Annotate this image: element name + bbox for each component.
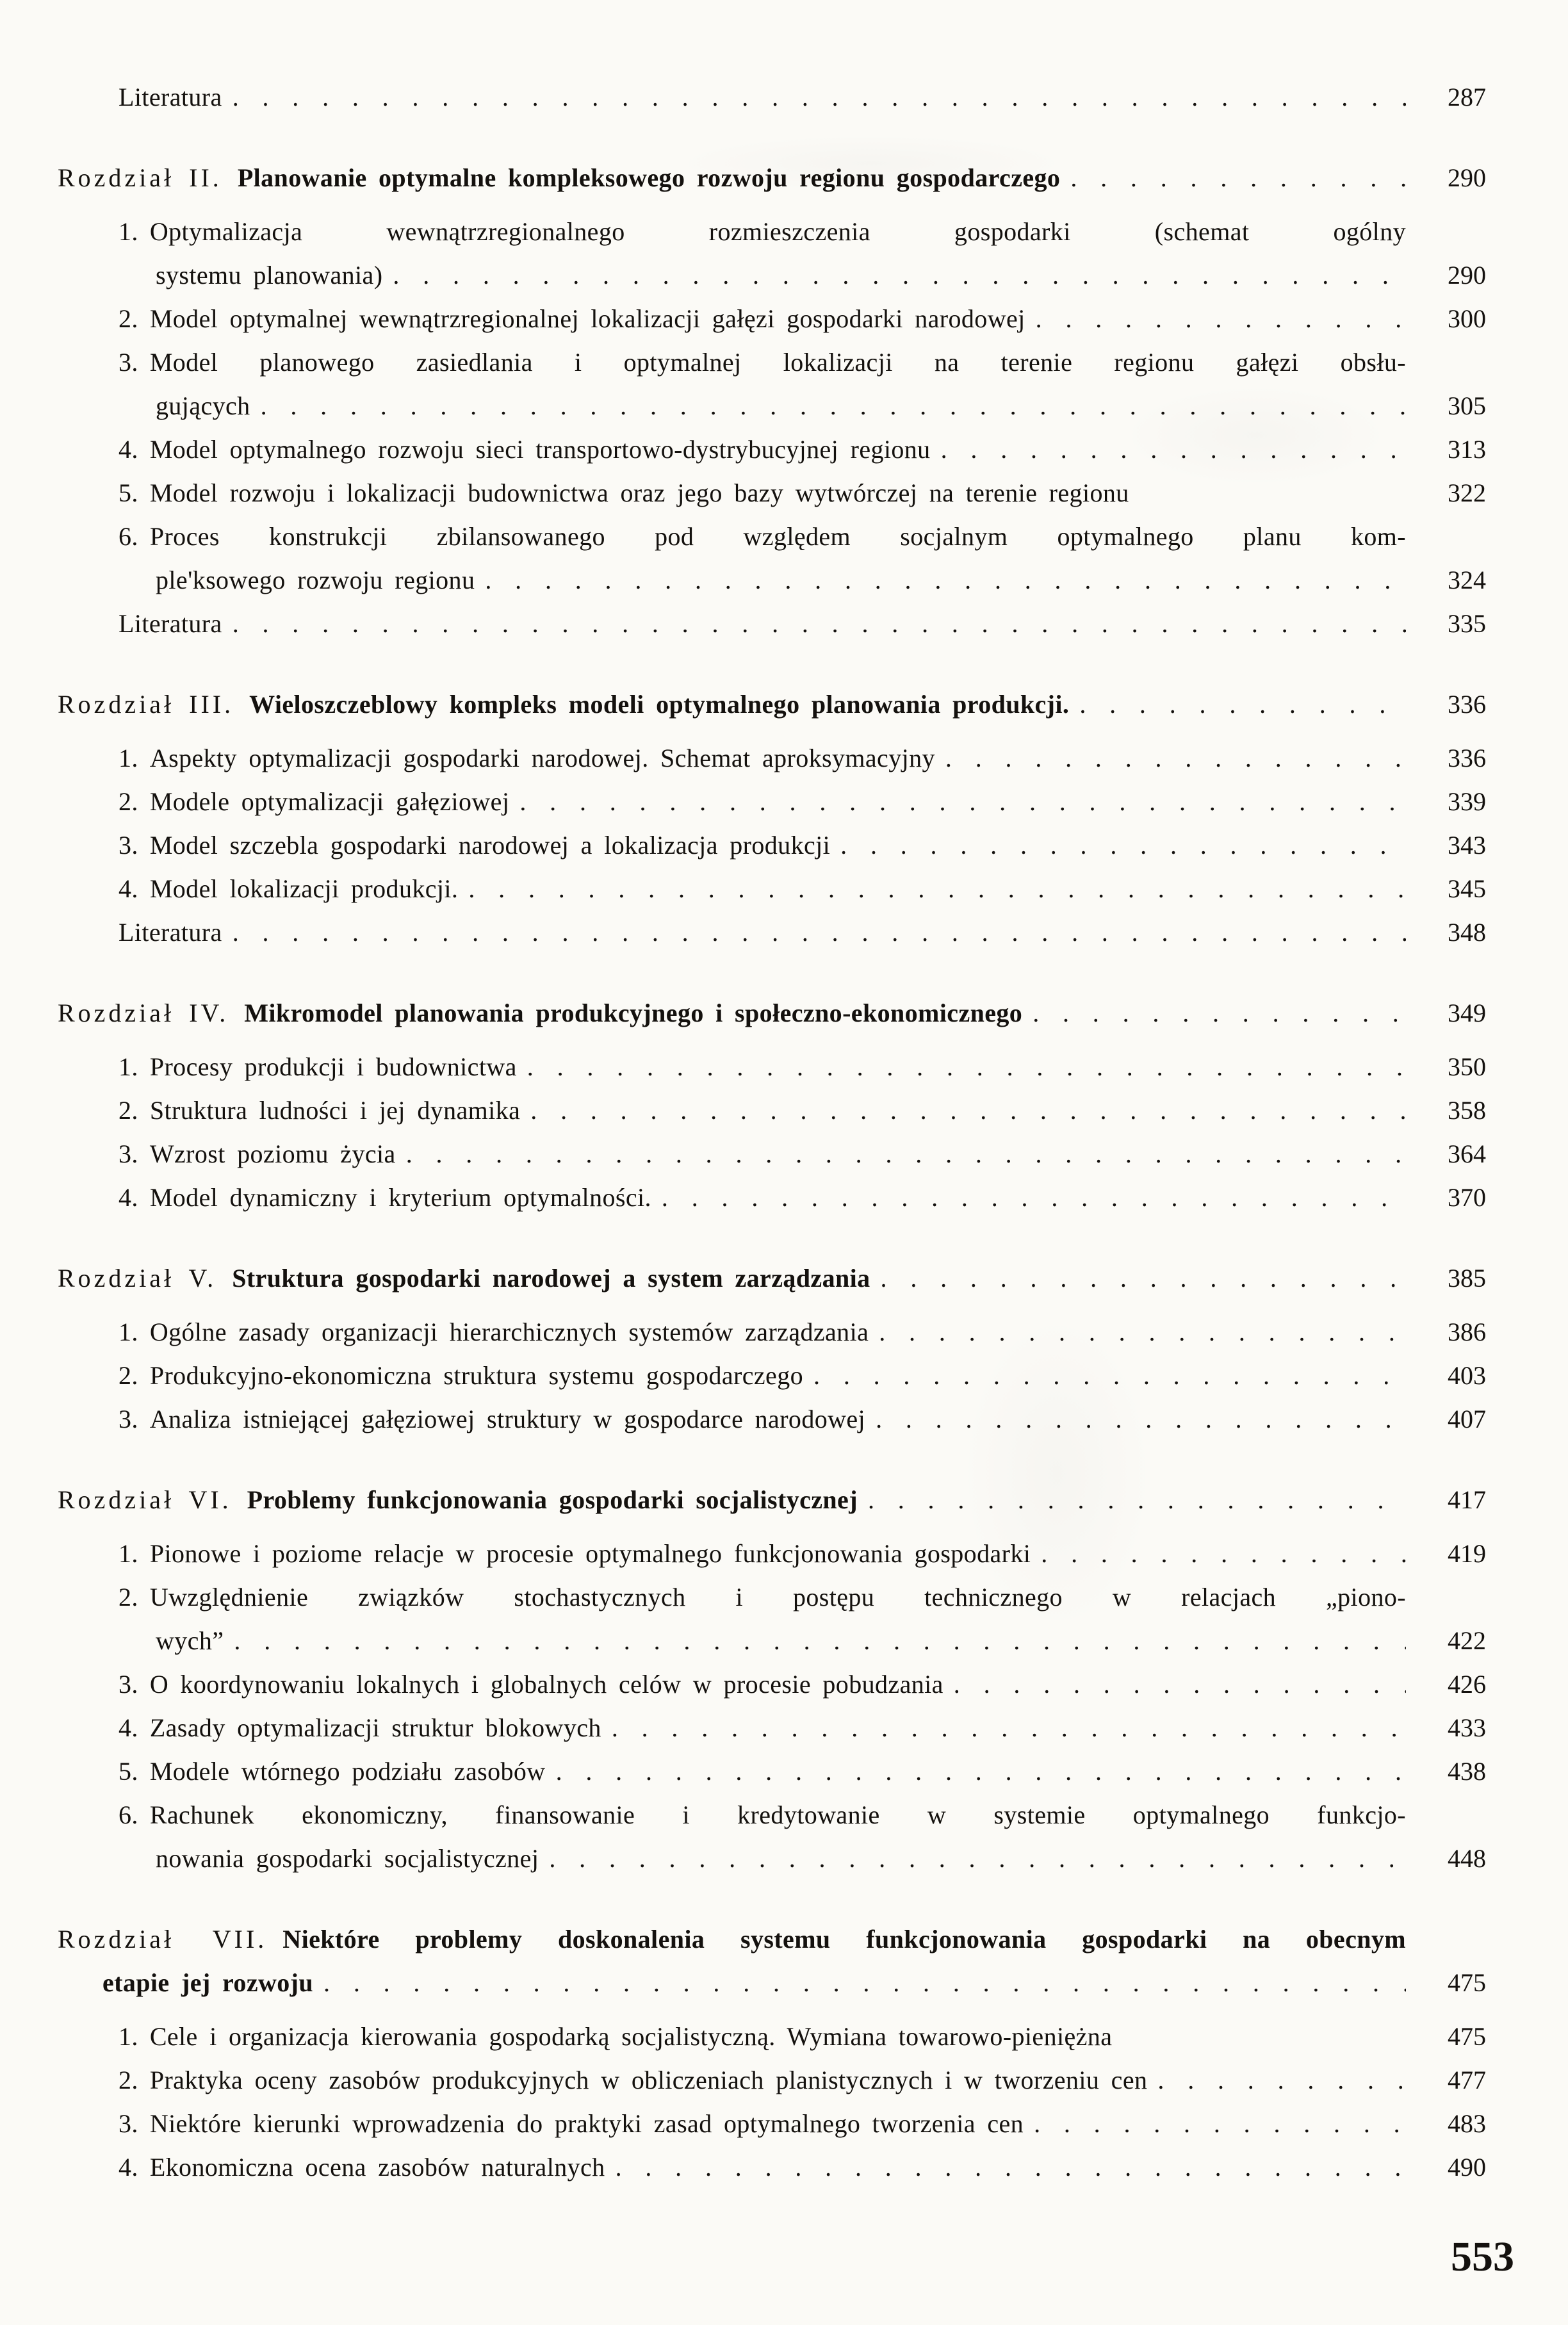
toc-item-row	[58, 1576, 1486, 1663]
page-number: 370	[1448, 1183, 1486, 1212]
page-number: 348	[1448, 918, 1486, 947]
toc-item-row	[58, 737, 1486, 780]
dot-leader	[605, 2146, 1406, 2189]
entry-line-last	[118, 1045, 1406, 1089]
entry-text	[118, 1793, 1406, 1880]
item-number: 2.	[118, 304, 138, 333]
page-number: 345	[1448, 874, 1486, 903]
entry-title-text: Modele wtórnego podziału zasobów	[149, 1757, 546, 1786]
chapter-heading-row	[58, 991, 1486, 1035]
toc-chapter	[58, 991, 1486, 1220]
entry-line-last	[118, 1750, 1406, 1793]
toc-item-row	[58, 867, 1486, 911]
entry-line-last	[118, 297, 1406, 341]
dot-leader	[1025, 297, 1406, 341]
literatura-row	[58, 911, 1486, 954]
entry-title-text: Planowanie optymalne kompleksowego rozwoju regionu gospodarczego	[237, 163, 1061, 192]
entry-text	[58, 991, 1406, 1035]
entry-text	[58, 1918, 1406, 2005]
dot-leader	[1022, 991, 1406, 1035]
toc-item-row	[58, 1132, 1486, 1176]
toc-chapter	[58, 1918, 1486, 2189]
entry-title-text: Model lokalizacji produkcji.	[149, 874, 459, 903]
item-number: 1.	[118, 1318, 138, 1346]
entry-text	[118, 341, 1406, 428]
page-number: 336	[1448, 690, 1486, 719]
item-number: 4.	[118, 2153, 138, 2182]
item-number: 6.	[118, 1800, 138, 1829]
entry-title-text: Pionowe i poziome relacje w procesie optymalnego funkcjonowania gospodarki	[149, 1539, 1031, 1568]
toc-item-row	[58, 341, 1486, 428]
entry-title-text: Uwzględnienie związków stochastycznych i postępu technicznego w relacjach „piono-	[149, 1583, 1406, 1611]
entry-line	[118, 515, 1406, 559]
chapter-number-label: Rozdział II.	[58, 163, 222, 192]
dot-leader	[475, 559, 1406, 602]
page-number: 313	[1448, 435, 1486, 464]
entry-line-last	[118, 384, 1406, 428]
page-number: 339	[1448, 787, 1486, 816]
toc-preamble	[58, 76, 1486, 119]
entry-line-last	[118, 867, 1406, 911]
entry-line-last	[118, 1089, 1406, 1132]
entry-line-last	[118, 76, 1406, 119]
entry-text	[118, 1750, 1406, 1793]
page-number: 417	[1448, 1485, 1486, 1514]
entry-title-text: Produkcyjno-ekonomiczna struktura systemu gospodarczego	[149, 1361, 804, 1390]
entry-text	[58, 1478, 1406, 1522]
entry-line-last	[118, 471, 1406, 515]
entry-title-text: Proces konstrukcji zbilansowanego pod względem socjalnym optymalnego planu kom-	[149, 522, 1406, 551]
entry-title-text: Struktura gospodarki narodowej a system zarządzania	[232, 1264, 870, 1293]
entry-title-text: Ekonomiczna ocena zasobów naturalnych	[149, 2153, 605, 2182]
toc-item-row	[58, 1793, 1486, 1880]
item-number: 2.	[118, 1583, 138, 1611]
dot-leader	[803, 1354, 1406, 1398]
entry-line	[118, 341, 1406, 384]
dot-leader	[222, 602, 1406, 646]
dot-leader	[382, 254, 1406, 297]
toc-item-row	[58, 210, 1486, 297]
toc-item-row	[58, 2059, 1486, 2102]
entry-title-text: Zasady optymalizacji struktur blokowych	[149, 1713, 601, 1742]
entry-line-last	[118, 428, 1406, 471]
toc-item-row	[58, 1663, 1486, 1706]
page-number: 477	[1448, 2066, 1486, 2094]
entry-title-text: Niektóre kierunki wprowadzenia do praktyki zasad optymalnego tworzenia cen	[149, 2109, 1024, 2138]
entry-text	[118, 1310, 1406, 1354]
entry-text	[118, 1663, 1406, 1706]
dot-leader	[520, 1089, 1406, 1132]
toc-item-row	[58, 1045, 1486, 1089]
item-number: 3.	[118, 348, 138, 377]
toc-item-row	[58, 824, 1486, 867]
entry-line-last	[58, 156, 1406, 200]
entry-line-last	[118, 2059, 1406, 2102]
page-number: 448	[1448, 1844, 1486, 1873]
entry-title-text: Literatura	[118, 83, 222, 111]
entry-text	[118, 1354, 1406, 1398]
entry-text	[118, 602, 1406, 646]
dot-leader	[546, 1750, 1406, 1793]
toc-item-row	[58, 1310, 1486, 1354]
entry-line-last	[118, 1706, 1406, 1750]
toc-item-row	[58, 1089, 1486, 1132]
item-number: 1.	[118, 1052, 138, 1081]
entry-text	[118, 780, 1406, 824]
dot-leader	[509, 780, 1406, 824]
page-number: 322	[1448, 478, 1486, 507]
entry-text	[118, 1089, 1406, 1132]
entry-line-last	[118, 2146, 1406, 2189]
page-number: 433	[1448, 1713, 1486, 1742]
page-number: 287	[1448, 83, 1486, 111]
entry-text	[118, 428, 1406, 471]
entry-title-text: systemu planowania)	[156, 261, 383, 290]
entry-title-text: Praktyka oceny zasobów produkcyjnych w obliczeniach planistycznych i w tworzeniu cen	[149, 2066, 1148, 2094]
dot-leader	[224, 1619, 1406, 1663]
chapter-number-label: Rozdział V.	[58, 1264, 217, 1293]
entry-title-text: Niektóre problemy doskonalenia systemu funkcjonowania gospodarki na obecnym	[282, 1925, 1406, 1954]
item-number: 5.	[118, 478, 138, 507]
page-number: 475	[1448, 1968, 1486, 1997]
dot-leader	[830, 824, 1406, 867]
entry-text	[118, 210, 1406, 297]
entry-text	[58, 1257, 1406, 1300]
entry-line	[118, 210, 1406, 254]
dot-leader	[931, 428, 1406, 471]
page-number: 349	[1448, 999, 1486, 1027]
entry-title-text: nowania gospodarki socjalistycznej	[156, 1844, 539, 1873]
page-number: 403	[1448, 1361, 1486, 1390]
entry-line-last	[58, 1961, 1406, 2005]
entry-title-text: Model optymalnej wewnątrzregionalnej lokalizacji gałęzi gospodarki narodowej	[149, 304, 1025, 333]
item-number: 1.	[118, 1539, 138, 1568]
dot-leader	[222, 76, 1406, 119]
entry-line-last	[118, 602, 1406, 646]
entry-line-last	[118, 911, 1406, 954]
entry-line-last	[118, 1663, 1406, 1706]
dot-leader	[396, 1132, 1406, 1176]
item-number: 4.	[118, 435, 138, 464]
chapter-number-label: Rozdział VI.	[58, 1485, 232, 1514]
entry-title-text: Wieloszczeblowy kompleks modeli optymalnego planowania produkcji.	[249, 690, 1070, 719]
entry-text	[118, 1176, 1406, 1220]
chapter-number-label: Rozdział III.	[58, 690, 234, 719]
entry-line-last	[118, 2102, 1406, 2146]
entry-text	[118, 1532, 1406, 1576]
entry-title-text: Procesy produkcji i budownictwa	[149, 1052, 517, 1081]
entry-text	[118, 1576, 1406, 1663]
dot-leader	[858, 1478, 1406, 1522]
toc-chapter	[58, 156, 1486, 646]
entry-line-last	[58, 1257, 1406, 1300]
entry-line-last	[58, 1478, 1406, 1522]
item-number: 1.	[118, 2022, 138, 2051]
footer-page-number: 553	[1451, 2233, 1514, 2280]
page-number: 483	[1448, 2109, 1486, 2138]
entry-line-last	[58, 991, 1406, 1035]
item-number: 4.	[118, 1713, 138, 1742]
entry-title-text: O koordynowaniu lokalnych i globalnych celów w procesie pobudzania	[149, 1670, 943, 1699]
page-number: 407	[1448, 1405, 1486, 1433]
item-number: 2.	[118, 1096, 138, 1125]
entry-text	[118, 1398, 1406, 1441]
entry-text	[118, 76, 1406, 119]
dot-leader	[539, 1837, 1406, 1880]
entry-text	[118, 2146, 1406, 2189]
toc-item-row	[58, 1706, 1486, 1750]
entry-line-last	[118, 1532, 1406, 1576]
entry-title-text: Model optymalnego rozwoju sieci transportowo-dystrybucyjnej regionu	[149, 435, 931, 464]
page-number: 490	[1448, 2153, 1486, 2182]
item-number: 3.	[118, 2109, 138, 2138]
toc-chapter	[58, 683, 1486, 954]
toc-sections	[58, 76, 1486, 2189]
toc-item-row	[58, 1532, 1486, 1576]
page-number: 343	[1448, 831, 1486, 860]
dot-leader	[1031, 1532, 1406, 1576]
entry-text	[118, 911, 1406, 954]
page-number: 290	[1448, 163, 1486, 192]
dot-leader	[222, 911, 1406, 954]
chapter-heading-row	[58, 683, 1486, 726]
entry-title-text: etapie jej rozwoju	[102, 1968, 314, 1997]
entry-line-last	[118, 824, 1406, 867]
entry-line-last	[118, 1837, 1406, 1880]
toc-chapter	[58, 1257, 1486, 1441]
entry-text	[58, 683, 1406, 726]
toc-item-row	[58, 2015, 1486, 2059]
entry-title-text: Literatura	[118, 918, 222, 947]
entry-line	[118, 1793, 1406, 1837]
entry-text	[118, 471, 1406, 515]
entry-text	[118, 1706, 1406, 1750]
dot-leader	[458, 867, 1406, 911]
entry-title-text: Struktura ludności i jej dynamika	[149, 1096, 521, 1125]
entry-line-last	[118, 2015, 1406, 2059]
entry-text	[58, 156, 1406, 200]
page-number: 385	[1448, 1264, 1486, 1293]
item-number: 3.	[118, 831, 138, 860]
entry-line-last	[118, 1619, 1406, 1663]
toc-item-row	[58, 1176, 1486, 1220]
toc-item-row	[58, 297, 1486, 341]
dot-leader	[1069, 683, 1406, 726]
dot-leader	[1147, 2059, 1406, 2102]
page-number: 324	[1448, 566, 1486, 594]
entry-title-text: Rachunek ekonomiczny, finansowanie i kredytowanie w systemie optymalnego funkcjo-	[149, 1800, 1406, 1829]
dot-leader	[313, 1961, 1406, 2005]
chapter-heading-row	[58, 1918, 1486, 2005]
entry-text	[118, 824, 1406, 867]
page-number: 358	[1448, 1096, 1486, 1125]
entry-line	[118, 1576, 1406, 1619]
entry-title-text: Wzrost poziomu życia	[149, 1139, 396, 1168]
toc-item-row	[58, 515, 1486, 602]
literatura-row	[58, 76, 1486, 119]
page-number: 364	[1448, 1139, 1486, 1168]
entry-text	[118, 2015, 1406, 2059]
entry-title-text: Problemy funkcjonowania gospodarki socjalistycznej	[247, 1485, 858, 1514]
chapter-heading-row	[58, 1257, 1486, 1300]
toc-item-row	[58, 780, 1486, 824]
dot-leader	[865, 1398, 1406, 1441]
entry-line-last	[118, 780, 1406, 824]
item-number: 2.	[118, 1361, 138, 1390]
entry-title-text: Ogólne zasady organizacji hierarchicznych systemów zarządzania	[149, 1318, 869, 1346]
entry-title-text: Literatura	[118, 609, 222, 638]
page-number: 475	[1448, 2022, 1486, 2051]
entry-text	[118, 1132, 1406, 1176]
toc-item-row	[58, 1354, 1486, 1398]
item-number: 6.	[118, 522, 138, 551]
toc-item-row	[58, 471, 1486, 515]
page-number: 300	[1448, 304, 1486, 333]
entry-text	[118, 737, 1406, 780]
toc-chapter	[58, 1478, 1486, 1880]
entry-title-text: Aspekty optymalizacji gospodarki narodowej. Schemat aproksymacyjny	[149, 744, 935, 772]
page-number: 386	[1448, 1318, 1486, 1346]
entry-line-last	[118, 559, 1406, 602]
entry-text	[118, 297, 1406, 341]
dot-leader	[1024, 2102, 1406, 2146]
page-number: 335	[1448, 609, 1486, 638]
toc-item-row	[58, 1750, 1486, 1793]
entry-text	[118, 2059, 1406, 2102]
entry-line-last	[118, 1310, 1406, 1354]
literatura-row	[58, 602, 1486, 646]
entry-title-text: ple'ksowego rozwoju regionu	[156, 566, 475, 594]
dot-leader	[250, 384, 1406, 428]
page-number: 290	[1448, 261, 1486, 290]
entry-line-last	[118, 1132, 1406, 1176]
item-number: 1.	[118, 217, 138, 246]
item-number: 4.	[118, 1183, 138, 1212]
entry-text	[118, 1045, 1406, 1089]
toc-item-row	[58, 1398, 1486, 1441]
dot-leader	[935, 737, 1406, 780]
toc-item-row	[58, 428, 1486, 471]
item-number: 3.	[118, 1139, 138, 1168]
toc-item-row	[58, 2146, 1486, 2189]
item-number: 5.	[118, 1757, 138, 1786]
item-number: 3.	[118, 1405, 138, 1433]
entry-text	[118, 2102, 1406, 2146]
entry-line-last	[118, 737, 1406, 780]
entry-title-text: Modele optymalizacji gałęziowej	[149, 787, 510, 816]
entry-line-last	[58, 683, 1406, 726]
page-number: 438	[1448, 1757, 1486, 1786]
entry-title-text: Model rozwoju i lokalizacji budownictwa oraz jego bazy wytwórczej na terenie regionu	[149, 478, 1129, 507]
chapter-heading-row	[58, 1478, 1486, 1522]
item-number: 3.	[118, 1670, 138, 1699]
dot-leader	[601, 1706, 1406, 1750]
entry-line-last	[118, 254, 1406, 297]
entry-text	[118, 867, 1406, 911]
dot-leader	[943, 1663, 1406, 1706]
entry-title-text: Cele i organizacja kierowania gospodarką socjalistyczną. Wymiana towarowo-pieniężna	[149, 2022, 1113, 2051]
entry-title-text: wych”	[156, 1626, 224, 1655]
entry-line	[58, 1918, 1406, 1961]
page-number: 350	[1448, 1052, 1486, 1081]
entry-title-text: Analiza istniejącej gałęziowej struktury w gospodarce narodowej	[149, 1405, 866, 1433]
entry-title-text: Model planowego zasiedlania i optymalnej lokalizacji na terenie regionu gałęzi obsłu-	[149, 348, 1406, 377]
page-number: 419	[1448, 1539, 1486, 1568]
dot-leader	[1060, 156, 1406, 200]
entry-title-text: gujących	[156, 391, 250, 420]
dot-leader	[869, 1310, 1406, 1354]
page-number: 426	[1448, 1670, 1486, 1699]
chapter-heading-row	[58, 156, 1486, 200]
page-number: 336	[1448, 744, 1486, 772]
page-number: 305	[1448, 391, 1486, 420]
item-number: 1.	[118, 744, 138, 772]
entry-title-text: Model szczebla gospodarki narodowej a lokalizacja produkcji	[149, 831, 831, 860]
entry-title-text: Model dynamiczny i kryterium optymalności.	[149, 1183, 651, 1212]
chapter-number-label: Rozdział VII.	[58, 1925, 268, 1954]
entry-line-last	[118, 1354, 1406, 1398]
entry-text	[118, 515, 1406, 602]
entry-line-last	[118, 1176, 1406, 1220]
item-number: 2.	[118, 787, 138, 816]
chapter-number-label: Rozdział IV.	[58, 999, 229, 1027]
toc-item-row	[58, 2102, 1486, 2146]
dot-leader	[870, 1257, 1406, 1300]
item-number: 2.	[118, 2066, 138, 2094]
entry-title-text: Optymalizacja wewnątrzregionalnego rozmieszczenia gospodarki (schemat ogólny	[149, 217, 1406, 246]
dot-leader	[517, 1045, 1406, 1089]
page-number: 422	[1448, 1626, 1486, 1655]
item-number: 4.	[118, 874, 138, 903]
dot-leader	[651, 1176, 1406, 1220]
entry-title-text: Mikromodel planowania produkcyjnego i społeczno-ekonomicznego	[244, 999, 1023, 1027]
entry-line-last	[118, 1398, 1406, 1441]
